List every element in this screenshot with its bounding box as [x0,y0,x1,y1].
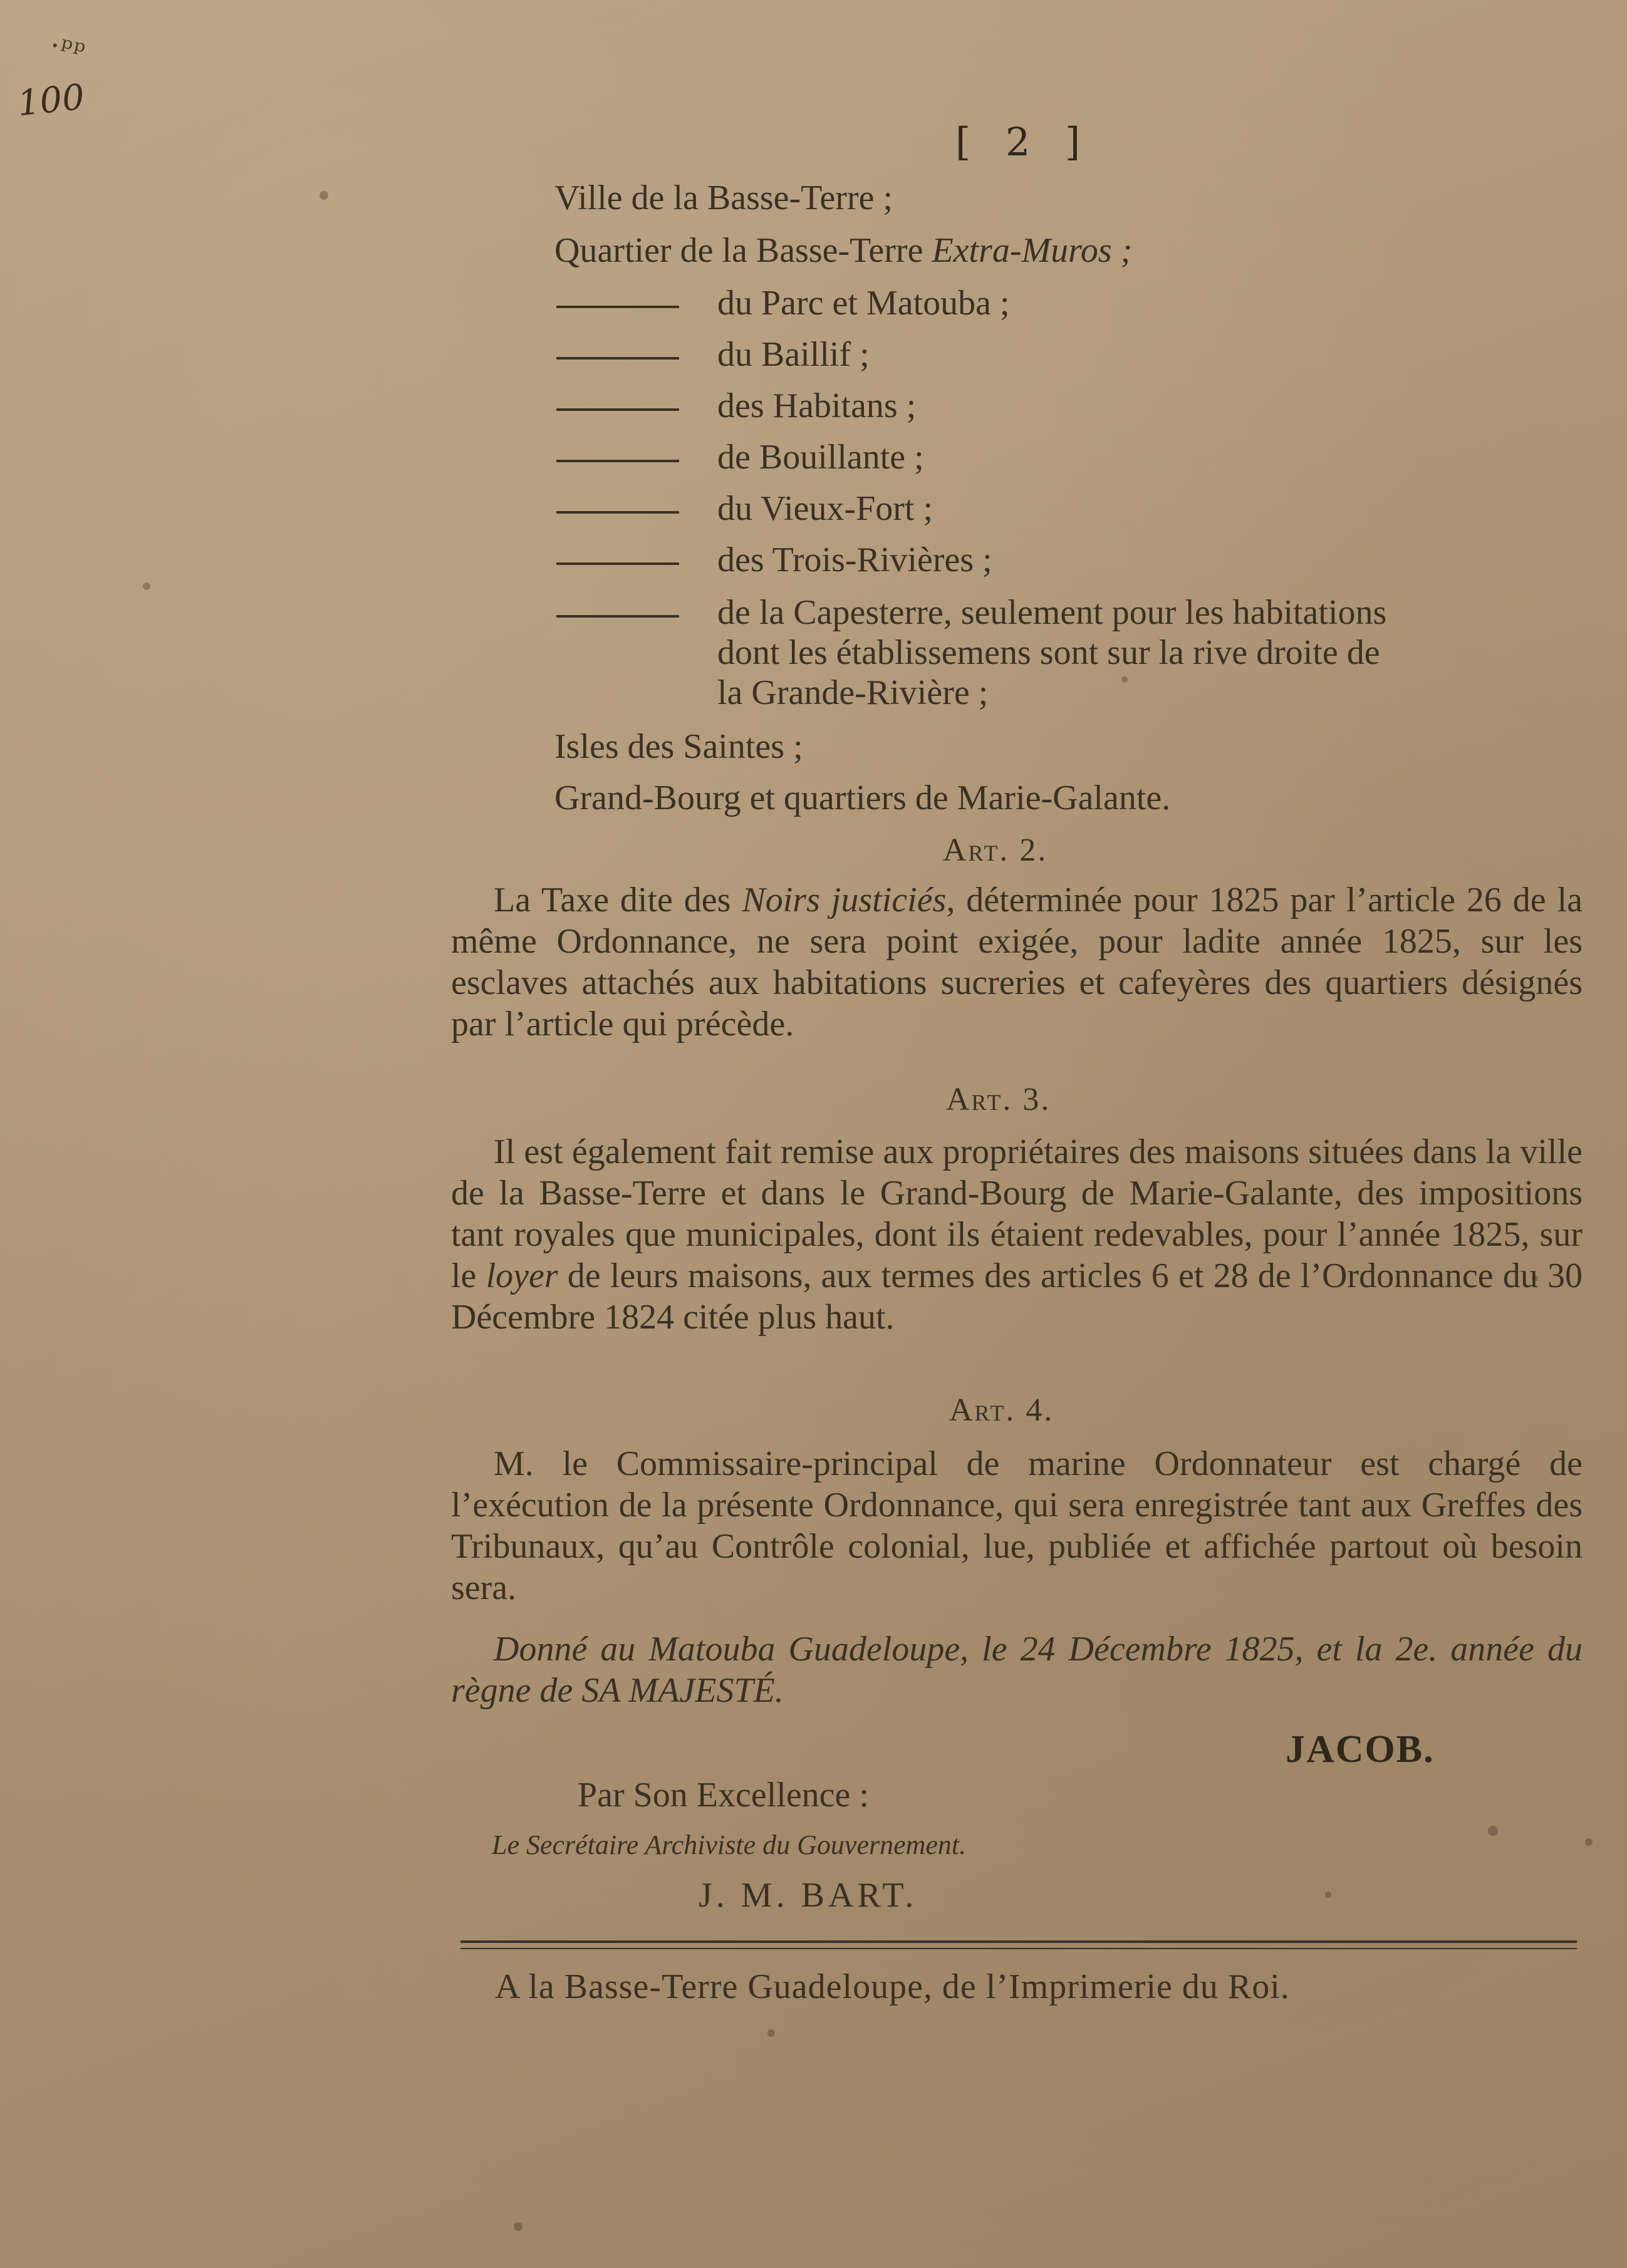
ditto-dash [556,511,679,514]
signature-jacob: JACOB. [1286,1728,1435,1771]
article-4-heading: Art. 4. [949,1392,1054,1428]
by-excellence: Par Son Excellence : [578,1776,869,1815]
capesterre-line-2: dont les établissemens sont sur la rive droite de [717,633,1380,672]
ditto-dash [556,562,679,565]
article-2-text-end: , déterminée pour 1825 par l’article 26 de la même Ordonnance, ne sera point exigée, pour ladite année 1825, sur les esclaves attachés aux habitations sucreries et cafeyères des quartiers désignés par l’article qui précède. [451,881,1583,1043]
paper-speck [1488,1826,1498,1836]
capesterre-line-1: de la Capesterre, seulement pour les habitations [717,593,1387,632]
secretary-name: J. M. BART. [699,1876,918,1915]
list-item-trois-rivieres: des Trois-Rivières ; [717,541,992,579]
article-3-text-italic: loyer [486,1256,558,1295]
ditto-dash [556,357,679,360]
article-3-text-start: Il est également fait remise aux propriétaires des maisons situées dans la ville de la Basse-Terre et dans le Grand-Bourg de Marie-Galante, des impositions tant royales que municipales, dont ils étaient redevables, pour l’année 1825, sur le [451,1132,1583,1295]
paper-speck [143,583,150,590]
article-2-text-italic: Noirs justiciés [742,881,947,919]
article-3-heading: Art. 3. [946,1082,1051,1117]
paper-speck [1325,1892,1331,1898]
quartier-label: Quartier de la Basse-Terre [554,231,932,270]
list-item-habitans: des Habitans ; [717,386,917,425]
article-3-text-end: de leurs maisons, aux termes des articles 6 et 28 de l’Ordonnance du 30 Décembre 1824 citée plus haut. [451,1256,1583,1337]
ditto-dash [556,615,679,618]
grand-bourg: Grand-Bourg et quartiers de Marie-Galante. [554,779,1171,817]
paper-speck [1532,1275,1538,1282]
extra-muros: Extra-Muros ; [932,231,1133,270]
article-2-heading: Art. 2. [943,832,1048,868]
given-at: Donné au Matouba Guadeloupe, le 24 Décembre 1825, et la 2e. année du règne de SA MAJESTÉ. [451,1630,1583,1710]
list-item-vieux-fort: du Vieux-Fort ; [717,489,933,528]
article-2-text-start: La Taxe dite des [494,881,742,919]
rule-top [460,1940,1577,1943]
paper-speck [514,2222,522,2231]
rule-bottom [460,1948,1577,1949]
list-item-baillif: du Baillif ; [717,335,870,374]
article-2-text [451,879,1583,1045]
article-4-text: M. le Commissaire-principal de marine Ordonnateur est chargé de l’exécution de la présente Ordonnance, qui sera enregistrée tant aux Greffes des Tribunaux, qu’au Contrôle colonial, lue, publiée et affichée partout où besoin sera. [451,1444,1583,1607]
paper-speck [1121,676,1128,683]
paper-speck [1585,1838,1593,1846]
list-item-bouillante: de Bouillante ; [717,438,924,477]
page-number: [ 2 ] [955,119,1092,165]
isles-saintes: Isles des Saintes ; [554,727,803,766]
margin-note: 100 [15,76,86,125]
ditto-dash [556,408,679,411]
ditto-dash [556,306,679,308]
margin-mark: ·ᵖᵖ [47,28,90,69]
paper-speck [767,2029,775,2037]
list-item-ville: Ville de la Basse-Terre ; [554,179,893,217]
secretary-title: Le Secrétaire Archiviste du Gouvernement. [492,1830,967,1860]
printer-line: A la Basse-Terre Guadeloupe, de l’Imprimerie du Roi. [495,1967,1290,2006]
capesterre-line-3: la Grande-Rivière ; [717,673,989,712]
ditto-dash [556,460,679,462]
list-item-parc: du Parc et Matouba ; [717,284,1010,323]
paper-speck [320,191,328,200]
list-item-quartier [554,233,1132,268]
article-3-text [451,1131,1583,1338]
